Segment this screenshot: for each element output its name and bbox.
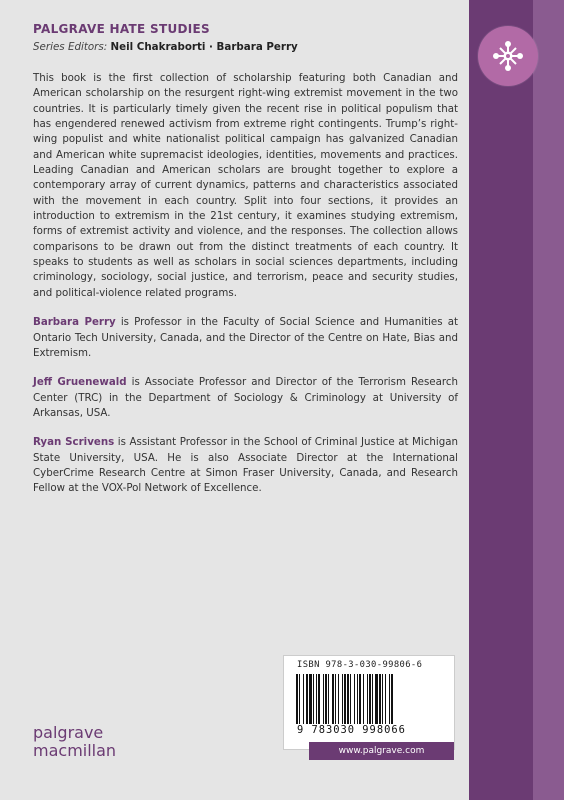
author-name: Barbara Perry [33, 316, 116, 329]
barcode-bar [367, 674, 368, 724]
barcode-bar [347, 674, 349, 724]
publisher-logo-line1: palgrave [33, 723, 104, 742]
series-editors-label: Series Editors: [33, 41, 108, 53]
barcode-digits: 9 783030 998066 [297, 724, 406, 736]
network-icon [491, 39, 525, 73]
author-bio-text: is Professor in the Faculty of Social Science and Humanities at Ontario Tech University, Canada, and the Director of the Centre on Hate, Bias and Extremism. [33, 316, 458, 359]
publisher-logo [33, 724, 116, 759]
barcode-bar [350, 674, 351, 724]
barcode-bar [363, 674, 364, 724]
barcode-bar [318, 674, 320, 724]
barcode-bar [313, 674, 314, 724]
barcode [296, 674, 441, 724]
barcode-bar [325, 674, 327, 724]
author-name: Ryan Scrivens [33, 436, 115, 449]
palgrave-badge-icon [478, 26, 538, 86]
barcode-bar [316, 674, 317, 724]
author-bio-text: is Associate Professor and Director of the Terrorism Research Center (TRC) in the Department of Sociology & Criminology at University of Arkansas, USA. [33, 376, 459, 419]
barcode-bar [379, 674, 381, 724]
barcode-bar [385, 674, 386, 724]
barcode-bar [306, 674, 308, 724]
barcode-bar [391, 674, 393, 724]
author-bio-text: is Assistant Professor in the School of Criminal Justice at Michigan State University, USA. He is also Associate Director at the International CyberCrime Research Centre at Simon Fraser University, Canada, and Research Fellow at the VOX-Pol Network of Excellence. [33, 436, 458, 495]
series-editors [33, 41, 298, 53]
barcode-bar [354, 674, 355, 724]
barcode-bar [335, 674, 336, 724]
barcode-bar [342, 674, 343, 724]
barcode-bar [375, 674, 378, 724]
series-editors-names: Neil Chakraborti · Barbara Perry [110, 41, 298, 53]
barcode-bar [338, 674, 339, 724]
barcode-bar [359, 674, 361, 724]
barcode-bar [382, 674, 383, 724]
author-bio [33, 315, 458, 361]
barcode-bar [323, 674, 324, 724]
barcode-bar [299, 674, 300, 724]
publisher-logo-line2: macmillan [33, 741, 117, 760]
author-bio [33, 375, 458, 421]
cover-spine-highlight [533, 0, 564, 800]
barcode-bar [369, 674, 371, 724]
barcode-bar [328, 674, 329, 724]
back-cover-text [33, 71, 458, 497]
barcode-bar [357, 674, 358, 724]
barcode-bar [344, 674, 346, 724]
barcode-bar [372, 674, 373, 724]
publisher-website[interactable]: www.palgrave.com [309, 742, 454, 760]
barcode-bar [389, 674, 390, 724]
barcode-bar [296, 674, 298, 724]
author-bio [33, 435, 458, 496]
barcode-bar [303, 674, 304, 724]
barcode-bar [332, 674, 334, 724]
book-description: This book is the first collection of scholarship featuring both Canadian and American scholarship on the resurgent right-wing extremist movement in the two countries. It is particularly timely given the recent rise in political populism that has engendered renewed activism from extreme right contingents. Trump’s right-wing populist and white nationalist political campaign has galvanized Canadian and American white supremacist ideologies, identities, movements and practices. Leading Canadian and American scholars are brought together to explore a contemporary array of current dynamics, patterns and characteristics associated with the movement in each country. Split into four sections, it provides an introduction to extremism in the 21st century, it examines studying extremism, forms of extremist activity and violence, and the responses. The collection allows comparisons to be drawn out from the distinct treatments of each country. It speaks to students as well as scholars in social sciences departments, including criminology, sociology, social justice, and terrorism, peace and security studies, and political-violence related programs. [33, 72, 458, 299]
barcode-bar [309, 674, 312, 724]
series-title: PALGRAVE HATE STUDIES [33, 22, 210, 36]
isbn: ISBN 978-3-030-99806-6 [297, 660, 423, 670]
author-name: Jeff Gruenewald [33, 376, 127, 389]
